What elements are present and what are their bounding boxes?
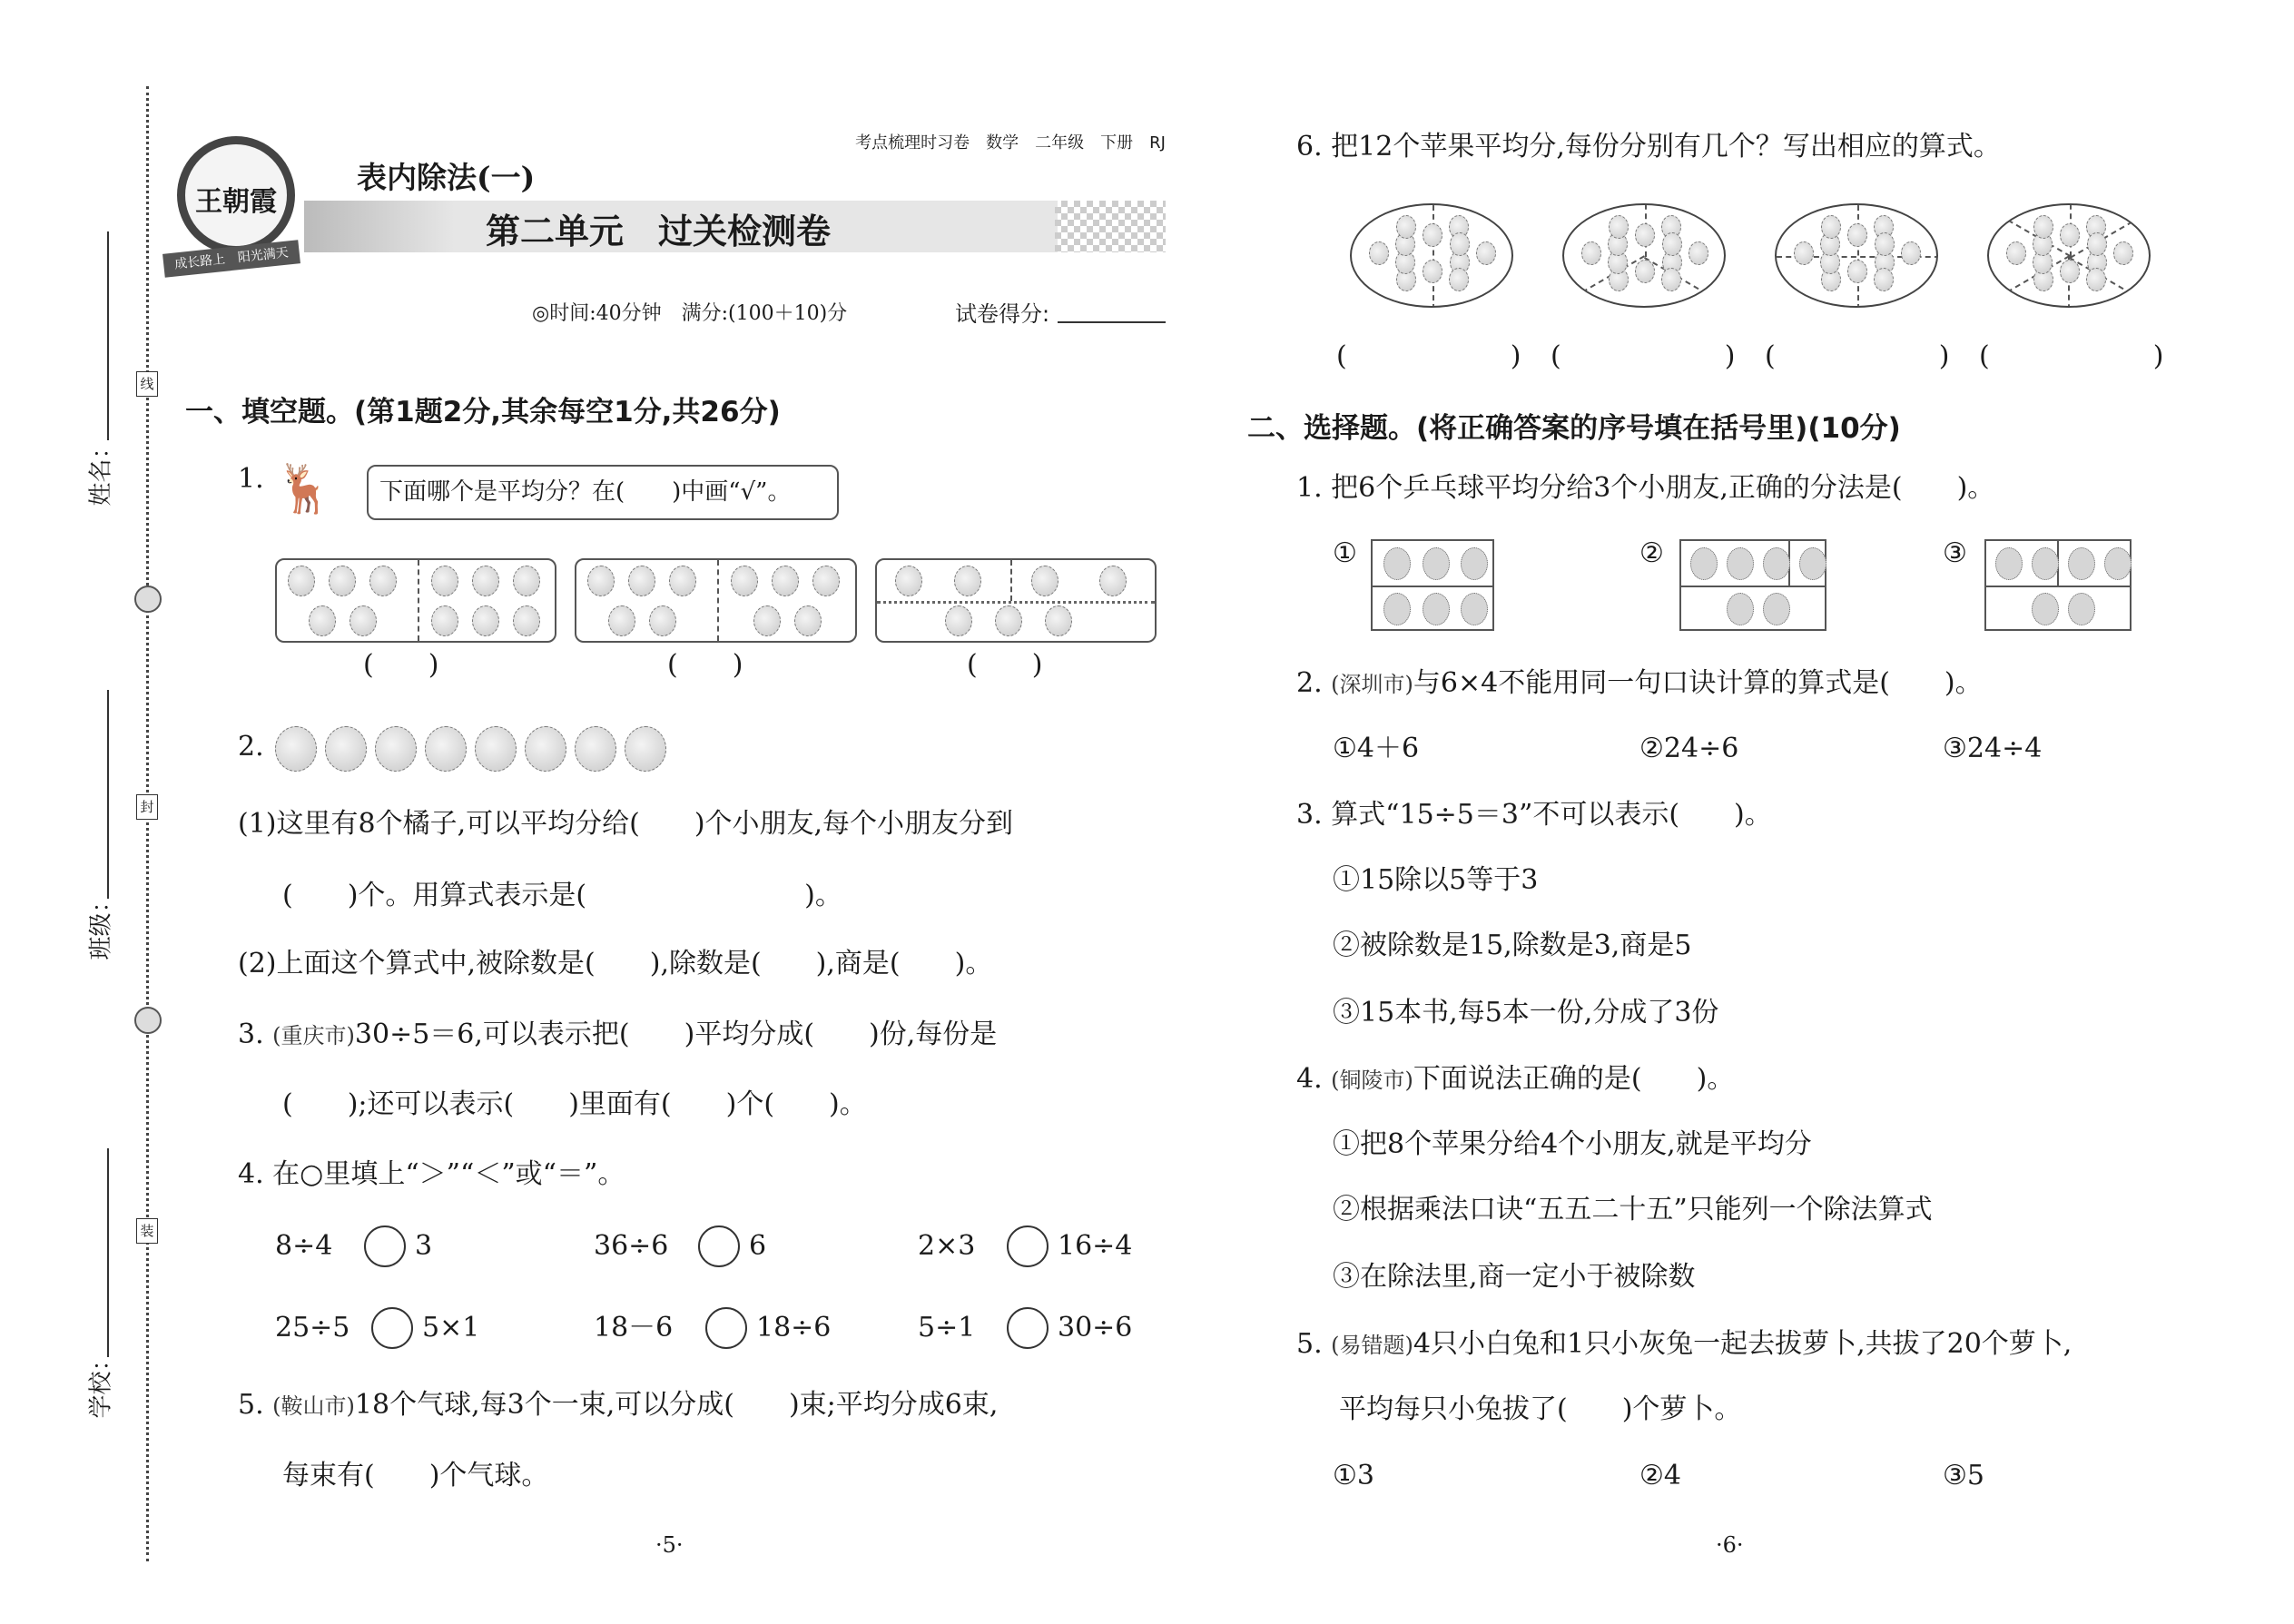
apple-icon <box>794 605 822 636</box>
c5-option-1[interactable]: ①3 <box>1333 1460 1374 1491</box>
page-title: 第二单元 过关检测卷 <box>486 212 832 251</box>
c3-option-1[interactable]: ①15除以5等于3 <box>1333 864 1539 896</box>
divider <box>1644 257 1724 304</box>
pingpong-ball-icon <box>1461 593 1488 625</box>
c2-prompt: 2. (深圳市)与6×4不能用同一句口诀计算的算式是( )。 <box>1296 667 1983 699</box>
q2-2: (2)上面这个算式中,被除数是( ),除数是( ),商是( )。 <box>238 948 993 979</box>
c4-option-2[interactable]: ②根据乘法口诀“五五二十五”只能列一个除法算式 <box>1333 1194 1933 1225</box>
apple-icon <box>1423 260 1442 283</box>
q1-answer-paren-1[interactable]: ( ) <box>363 649 439 681</box>
pingpong-ball-icon <box>1763 547 1790 580</box>
deer-icon: 🦌 <box>275 462 334 517</box>
compare-circle-input[interactable] <box>1007 1225 1049 1267</box>
pingpong-ball-icon <box>1995 547 2023 580</box>
compare-left-expr: 36÷6 <box>594 1230 669 1262</box>
seal-mark-line: 线 <box>136 371 158 397</box>
apple-icon <box>812 566 840 596</box>
compare-circle-input[interactable] <box>705 1307 747 1349</box>
pingpong-ball-icon <box>1763 593 1790 625</box>
compare-left-expr: 25÷5 <box>275 1312 350 1343</box>
compare-circle-input[interactable] <box>364 1225 406 1267</box>
section-multiple-choice: 二、选择题。(将正确答案的序号填在括号里)(10分) <box>1247 412 1901 445</box>
c3-option-3[interactable]: ③15本书,每5本一份,分成了3份 <box>1333 997 1719 1029</box>
q2-1-line1: (1)这里有8个橘子,可以平均分给( )个小朋友,每个小朋友分到 <box>238 808 1014 840</box>
c4-option-1[interactable]: ①把8个苹果分给4个小朋友,就是平均分 <box>1333 1128 1812 1160</box>
apple-icon <box>1045 605 1072 636</box>
apple-icon <box>431 605 458 636</box>
divider <box>1681 586 1825 587</box>
apple-icon <box>309 605 336 636</box>
divider <box>1010 560 1012 601</box>
seal-mark-seal: 封 <box>136 794 158 820</box>
c1-prompt: 1. 把6个乒乓球平均分给3个小朋友,正确的分法是( )。 <box>1296 472 1995 504</box>
divider <box>2070 212 2150 259</box>
q1-answer-paren-2[interactable]: ( ) <box>667 649 743 681</box>
school-label: 学校： <box>87 1347 115 1419</box>
pingpong-ball-icon <box>2068 547 2095 580</box>
apple-icon <box>995 605 1022 636</box>
apple-icon <box>2113 241 2133 265</box>
apple-icon <box>1423 223 1442 247</box>
q5-text: 18个气球,每3个一束,可以分成( )束;平均分成6束, <box>354 1389 999 1421</box>
divider <box>1433 205 1434 308</box>
score-field[interactable] <box>1058 321 1166 323</box>
apple-icon <box>1369 241 1389 265</box>
q1-option-box-1 <box>275 558 556 643</box>
apple-icon <box>513 566 540 596</box>
apple-icon <box>895 566 922 596</box>
c4-option-3[interactable]: ③在除法里,商一定小于被除数 <box>1333 1261 1696 1293</box>
c4-source: (铜陵市) <box>1331 1068 1413 1093</box>
apple-plate-1 <box>1350 203 1513 308</box>
chapter-title: 表内除法(一) <box>357 160 536 195</box>
school-underline <box>107 1148 109 1357</box>
apple-icon <box>587 566 615 596</box>
q3-text: 30÷5＝6,可以表示把( )平均分成( )份,每份是 <box>354 1019 998 1050</box>
q1-option-box-3 <box>875 558 1157 643</box>
score-label: 试卷得分: <box>955 301 1050 327</box>
compare-left-expr: 8÷4 <box>275 1230 333 1262</box>
pingpong-ball-icon <box>1690 547 1718 580</box>
apple-icon <box>1847 260 1867 283</box>
apple-icon <box>1847 223 1867 247</box>
q1-speech-bubble: 下面哪个是平均分？在( )中画“√”。 <box>367 465 839 520</box>
pingpong-ball-icon <box>1727 547 1754 580</box>
name-label: 姓名： <box>87 435 115 507</box>
apple-icon <box>2006 241 2026 265</box>
apple-icon <box>1661 268 1681 291</box>
pingpong-ball-icon <box>1461 547 1488 580</box>
pingpong-ball-icon <box>2032 547 2059 580</box>
orange-icon <box>275 726 317 772</box>
apple-icon <box>1031 566 1058 596</box>
q3-line2: ( );还可以表示( )里面有( )个( )。 <box>282 1088 867 1120</box>
divider <box>1991 210 2071 257</box>
c5-line2: 平均每只小兔拔了( )个萝卜。 <box>1339 1393 1742 1425</box>
apple-icon <box>753 605 781 636</box>
divider <box>877 601 1155 604</box>
pingpong-option-box-1 <box>1371 539 1494 631</box>
pingpong-ball-icon <box>1423 547 1450 580</box>
apple-icon <box>1396 215 1416 239</box>
apple-icon <box>1662 232 1682 256</box>
q2-number: 2. <box>238 731 264 763</box>
divider <box>2069 257 2149 304</box>
apple-plate-2 <box>1562 203 1726 308</box>
q2-1-line2: ( )个。用算式表示是( )。 <box>282 880 842 911</box>
compare-right-expr: 6 <box>749 1230 767 1262</box>
orange-icon <box>625 726 666 772</box>
apple-icon <box>472 605 499 636</box>
q1-option-box-2 <box>575 558 857 643</box>
apple-icon <box>329 566 356 596</box>
series-info: 考点梳理时习卷 数学 二年级 下册 RJ <box>855 133 1166 153</box>
q3-source: (重庆市) <box>272 1023 355 1048</box>
page-number-right: ·6· <box>1716 1532 1744 1558</box>
pingpong-ball-icon <box>1423 593 1450 625</box>
apple-icon <box>2087 232 2107 256</box>
compare-right-expr: 30÷6 <box>1058 1312 1133 1343</box>
seal-mark-bind: 装 <box>136 1218 158 1244</box>
q5-line2: 每束有( )个气球。 <box>282 1460 549 1491</box>
compare-circle-input[interactable] <box>1007 1307 1049 1349</box>
divider <box>717 560 719 641</box>
page-number-left: ·5· <box>655 1532 684 1558</box>
binding-dotted-line <box>146 86 149 1561</box>
apple-icon <box>2060 260 2080 283</box>
orange-icon <box>575 726 616 772</box>
c2-option-2[interactable]: ②24÷6 <box>1639 733 1739 764</box>
q4-prompt: 4. 在○里填上“＞”“＜”或“＝”。 <box>238 1158 625 1190</box>
c1-option-3-label[interactable]: ③ <box>1943 537 1967 569</box>
divider <box>1565 255 1645 302</box>
apple-icon <box>1901 241 1921 265</box>
compare-circle-input[interactable] <box>371 1307 413 1349</box>
q6-answer-paren-4[interactable]: ( ) <box>1979 340 2164 372</box>
pingpong-ball-icon <box>1727 593 1754 625</box>
apple-icon <box>731 566 758 596</box>
divider <box>418 560 419 641</box>
class-label: 班级： <box>87 889 115 960</box>
apple-icon <box>2086 268 2106 291</box>
c2-option-1[interactable]: ①4＋6 <box>1333 733 1420 764</box>
apple-icon <box>1609 215 1629 239</box>
c3-option-2[interactable]: ②被除数是15,除数是3,商是5 <box>1333 930 1692 961</box>
apple-icon <box>472 566 499 596</box>
apple-plate-4 <box>1987 203 2151 308</box>
pingpong-ball-icon <box>2104 547 2132 580</box>
checker-decoration <box>1055 201 1166 252</box>
pingpong-ball-icon <box>1383 547 1411 580</box>
c5-option-3[interactable]: ③5 <box>1943 1460 1984 1491</box>
c2-option-3[interactable]: ③24÷4 <box>1943 733 2043 764</box>
c2-source: (深圳市) <box>1331 672 1413 697</box>
divider <box>1986 586 2130 587</box>
q6-prompt: 6. 把12个苹果平均分,每份分别有几个？写出相应的算式。 <box>1296 131 2001 162</box>
q3-line1: 3. (重庆市)30÷5＝6,可以表示把( )平均分成( )份,每份是 <box>238 1019 998 1050</box>
compare-left-expr: 5÷1 <box>918 1312 976 1343</box>
apple-icon <box>288 566 315 596</box>
apple-icon <box>954 566 981 596</box>
apple-icon <box>669 566 696 596</box>
class-underline <box>107 690 109 899</box>
orange-icon <box>525 726 566 772</box>
name-underline <box>107 231 109 440</box>
q6-answer-paren-2[interactable]: ( ) <box>1551 340 1736 372</box>
c1-option-2-label[interactable]: ② <box>1639 537 1664 569</box>
orange-icon <box>375 726 417 772</box>
apple-icon <box>1099 566 1127 596</box>
q5-line1: 5. (鞍山市)18个气球,每3个一束,可以分成( )束;平均分成6束, <box>238 1389 999 1421</box>
divider <box>1990 255 2070 302</box>
logo-ribbon: 成长路上 阳光满天 <box>162 240 300 278</box>
orange-icon <box>325 726 367 772</box>
apple-icon <box>772 566 799 596</box>
binding-hole-icon <box>134 1007 162 1034</box>
apple-icon <box>1449 268 1469 291</box>
apple-icon <box>513 605 540 636</box>
compare-right-expr: 5×1 <box>422 1312 480 1343</box>
apple-icon <box>1635 260 1655 283</box>
c3-prompt: 3. 算式“15÷5＝3”不可以表示( )。 <box>1296 799 1772 831</box>
c5-option-2[interactable]: ②4 <box>1639 1460 1681 1491</box>
compare-right-expr: 18÷6 <box>756 1312 832 1343</box>
pingpong-ball-icon <box>2068 593 2095 625</box>
time-info: ◎时间:40分钟 满分:(100＋10)分 <box>532 302 848 325</box>
apple-icon <box>628 566 655 596</box>
apple-icon <box>1689 241 1708 265</box>
c5-line1: 5. (易错题)4只小白兔和1只小灰兔一起去拔萝卜,共拔了20个萝卜, <box>1296 1328 2072 1360</box>
compare-circle-input[interactable] <box>698 1225 740 1267</box>
compare-left-expr: 2×3 <box>918 1230 976 1262</box>
apple-icon <box>1794 241 1814 265</box>
c1-option-1-label[interactable]: ① <box>1333 537 1357 569</box>
section-fill-blank: 一、填空题。(第1题2分,其余每空1分,共26分) <box>185 396 781 428</box>
apple-icon <box>608 605 635 636</box>
apple-icon <box>945 605 972 636</box>
pingpong-ball-icon <box>2032 593 2059 625</box>
compare-right-expr: 3 <box>415 1230 433 1262</box>
pingpong-option-box-2 <box>1679 539 1826 631</box>
compare-right-expr: 16÷4 <box>1058 1230 1133 1262</box>
apple-icon <box>649 605 676 636</box>
pingpong-ball-icon <box>1383 593 1411 625</box>
apple-icon <box>1450 232 1470 256</box>
apple-icon <box>1875 232 1895 256</box>
q6-answer-paren-3[interactable]: ( ) <box>1765 340 1950 372</box>
c5-source: (易错题) <box>1331 1333 1413 1358</box>
binding-hole-icon <box>134 586 162 613</box>
apple-icon <box>431 566 458 596</box>
apple-icon <box>369 566 397 596</box>
q6-answer-paren-1[interactable]: ( ) <box>1336 340 1521 372</box>
apple-icon <box>350 605 377 636</box>
pingpong-ball-icon <box>1799 547 1826 580</box>
apple-icon <box>1821 215 1841 239</box>
orange-icon <box>475 726 517 772</box>
apple-icon <box>2033 215 2053 239</box>
q1-answer-paren-3[interactable]: ( ) <box>967 649 1043 681</box>
q1-number: 1. <box>238 463 264 495</box>
apple-plate-3 <box>1775 203 1938 308</box>
divider <box>1373 586 1492 587</box>
orange-icon <box>425 726 467 772</box>
compare-left-expr: 18－6 <box>594 1312 674 1343</box>
apple-icon <box>1874 268 1894 291</box>
q5-source: (鞍山市) <box>272 1393 355 1419</box>
apple-icon <box>2060 223 2080 247</box>
apple-icon <box>1635 223 1655 247</box>
pingpong-option-box-3 <box>1984 539 2132 631</box>
brand-logo: 王朝霞 <box>177 136 295 254</box>
apple-icon <box>1581 241 1601 265</box>
apple-icon <box>1476 241 1496 265</box>
c4-prompt: 4. (铜陵市)下面说法正确的是( )。 <box>1296 1063 1735 1095</box>
